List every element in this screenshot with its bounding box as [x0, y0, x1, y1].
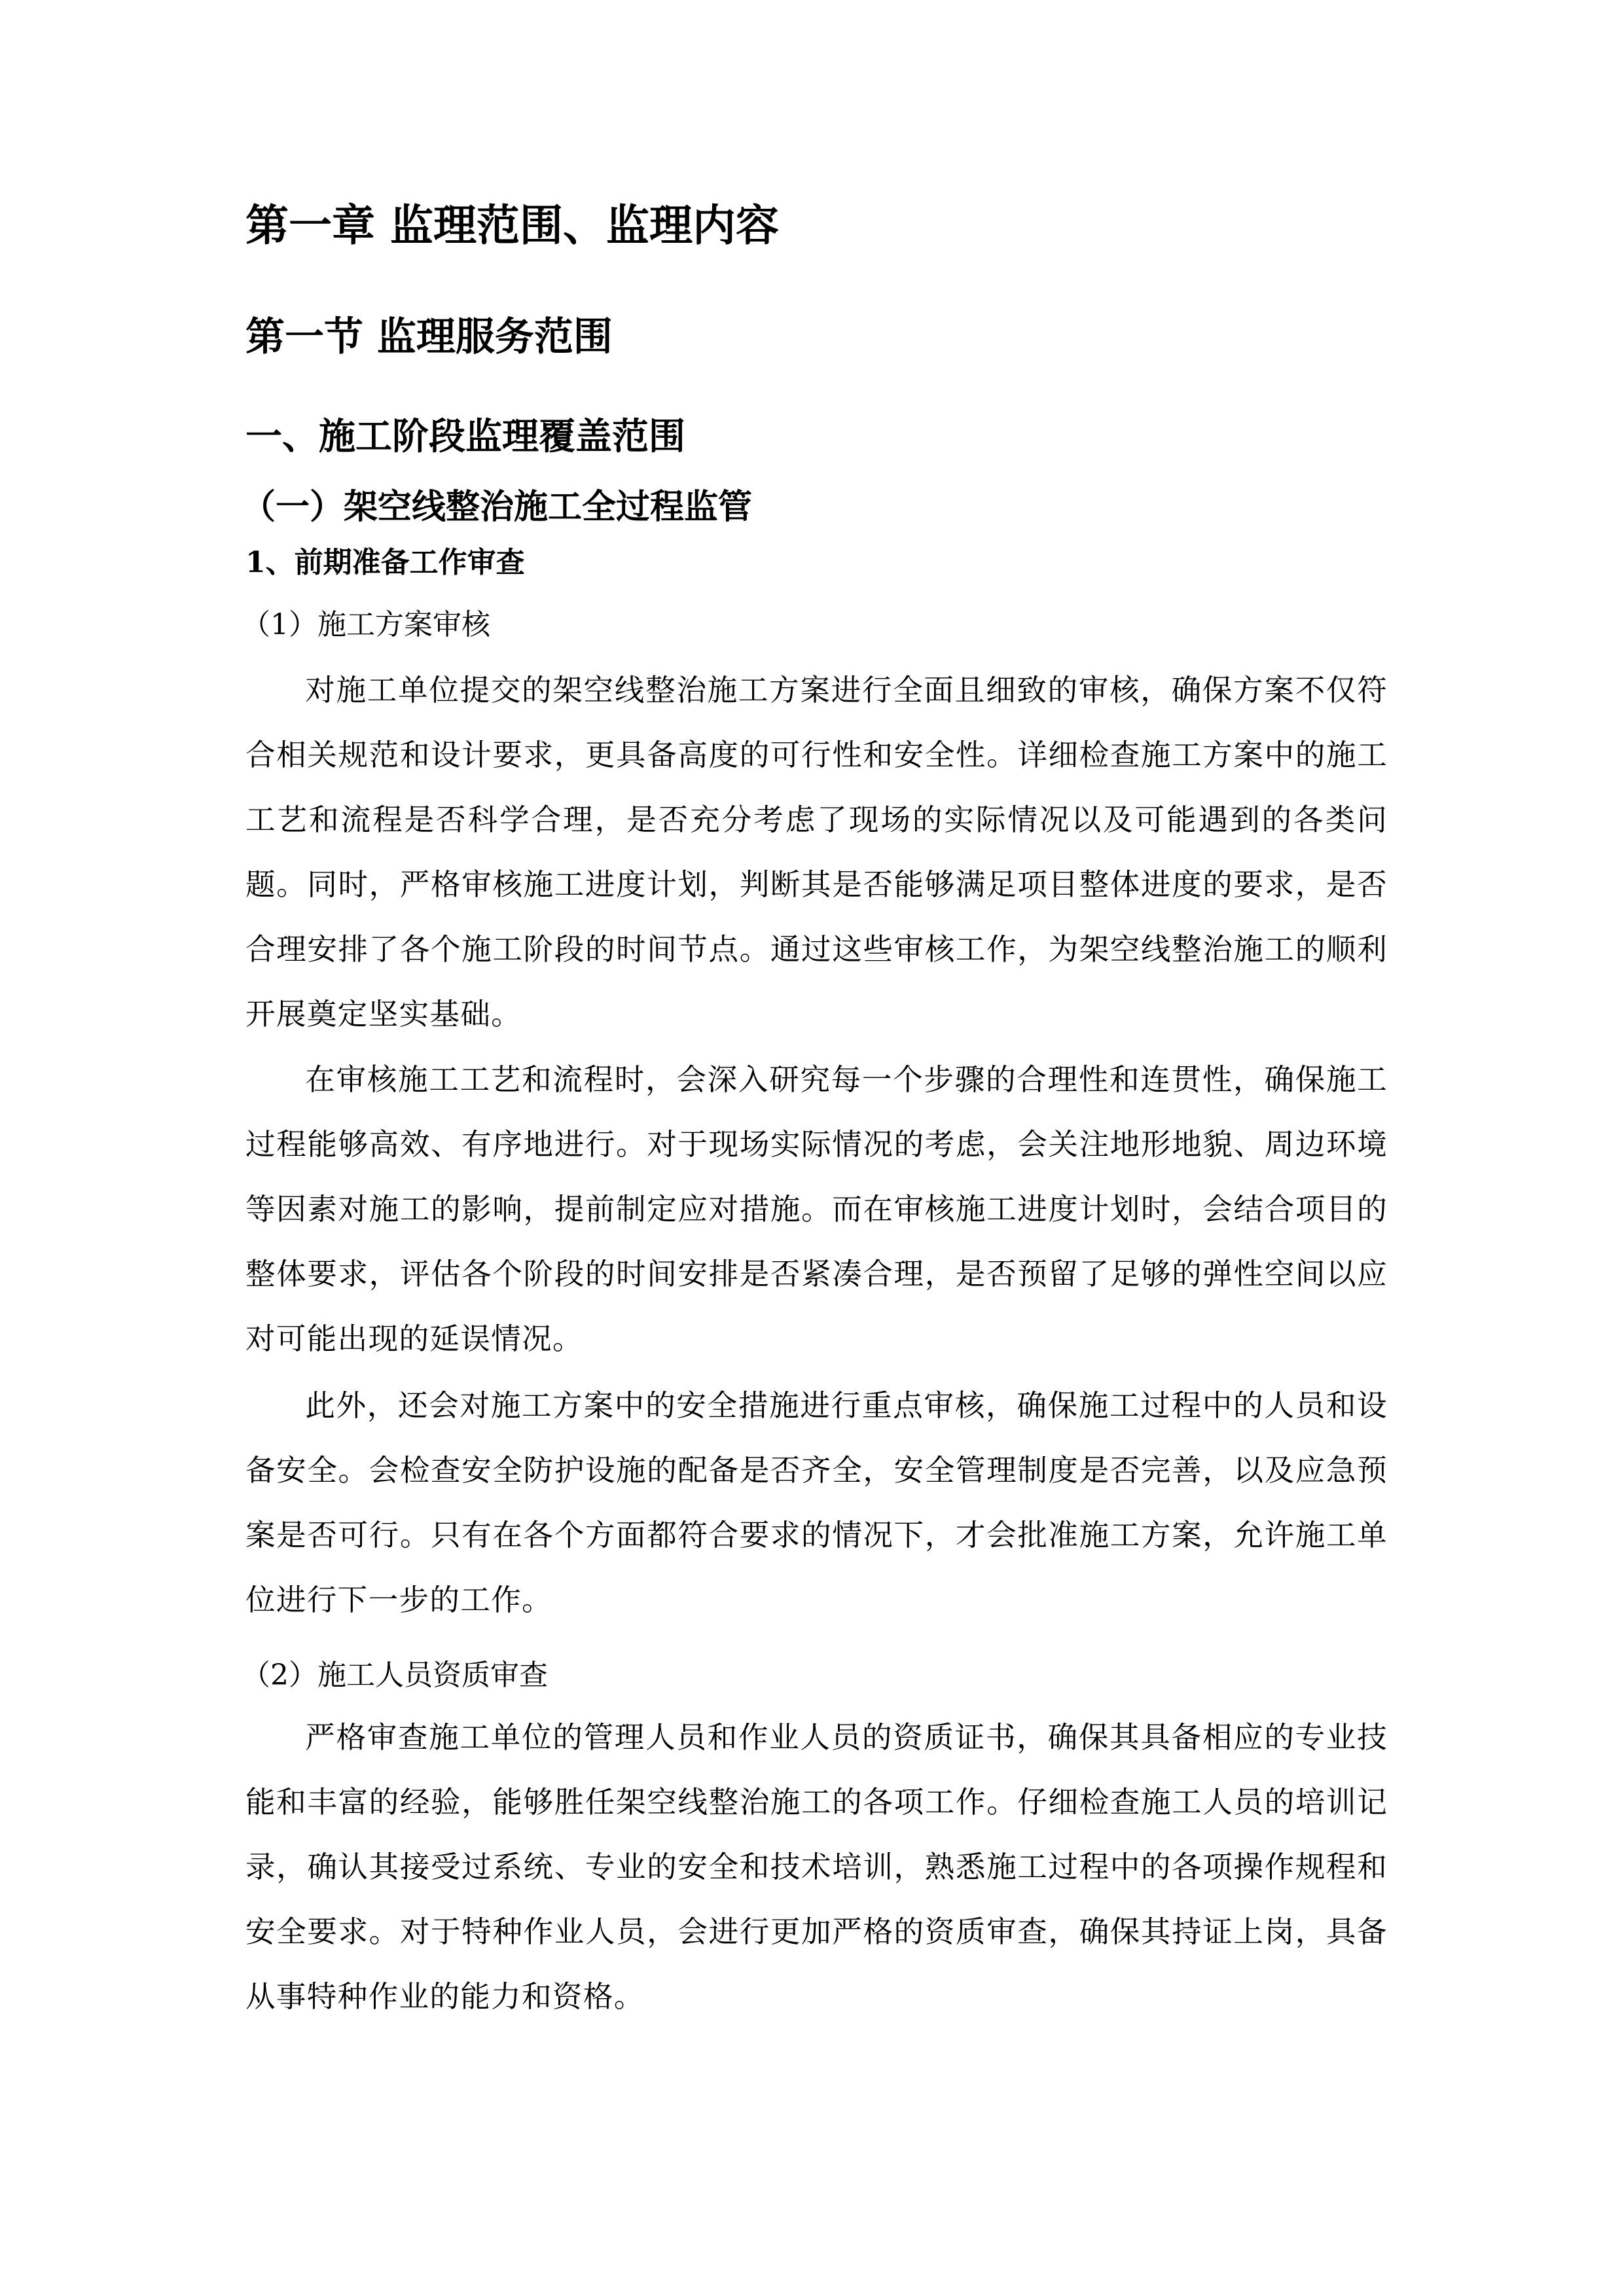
subitem-title-personnel-qualification-review: （2）施工人员资质审查 [242, 1659, 548, 1692]
paragraph-process-and-schedule-review: 在审核施工工艺和流程时，会深入研究每一个步骤的合理性和连贯性，确保施工过程能够高效、有序地进行。对于现场实际情况的考虑，会关注地形地貌、周边环境等因素对施工的影响，提前制定应对措施。而在审核施工进度计划时，会结合项目的整体要求，评估各个阶段的时间安排是否紧凑合理，是否预留了足够的弹性空间以应对可能出现的延误情况。 [245, 1062, 1388, 1356]
section-title: 第一节 监理服务范围 [245, 314, 613, 360]
chapter-title: 第一章 监理范围、监理内容 [245, 200, 779, 251]
subsection-title: 一、施工阶段监理覆盖范围 [245, 416, 685, 458]
paragraph-personnel-qualification: 严格审查施工单位的管理人员和作业人员的资质证书，确保其具备相应的专业技能和丰富的经验，能够胜任架空线整治施工的各项工作。仔细检查施工人员的培训记录，确认其接受过系统、专业的安全和技术培训，熟悉施工过程中的各项操作规程和安全要求。对于特种作业人员，会进行更加严格的资质审查，确保其持证上岗，具备从事特种作业的能力和资格。 [245, 1720, 1388, 2014]
subitem-title-construction-plan-review: （1）施工方案审核 [242, 608, 490, 641]
numbered-title: 1、前期准备工作审查 [245, 546, 525, 579]
item-title: （一）架空线整治施工全过程监管 [242, 487, 753, 527]
paragraph-safety-measures-review: 此外，还会对施工方案中的安全措施进行重点审核，确保施工过程中的人员和设备安全。会检查安全防护设施的配备是否齐全，安全管理制度是否完善，以及应急预案是否可行。只有在各个方面都符合要求的情况下，才会批准施工方案，允许施工单位进行下一步的工作。 [245, 1388, 1388, 1617]
paragraph-plan-review-overview: 对施工单位提交的架空线整治施工方案进行全面且细致的审核，确保方案不仅符合相关规范和设计要求，更具备高度的可行性和安全性。详细检查施工方案中的施工工艺和流程是否科学合理，是否充分考虑了现场的实际情况以及可能遇到的各类问题。同时，严格审核施工进度计划，判断其是否能够满足项目整体进度的要求，是否合理安排了各个施工阶段的时间节点。通过这些审核工作，为架空线整治施工的顺利开展奠定坚实基础。 [245, 673, 1388, 1031]
